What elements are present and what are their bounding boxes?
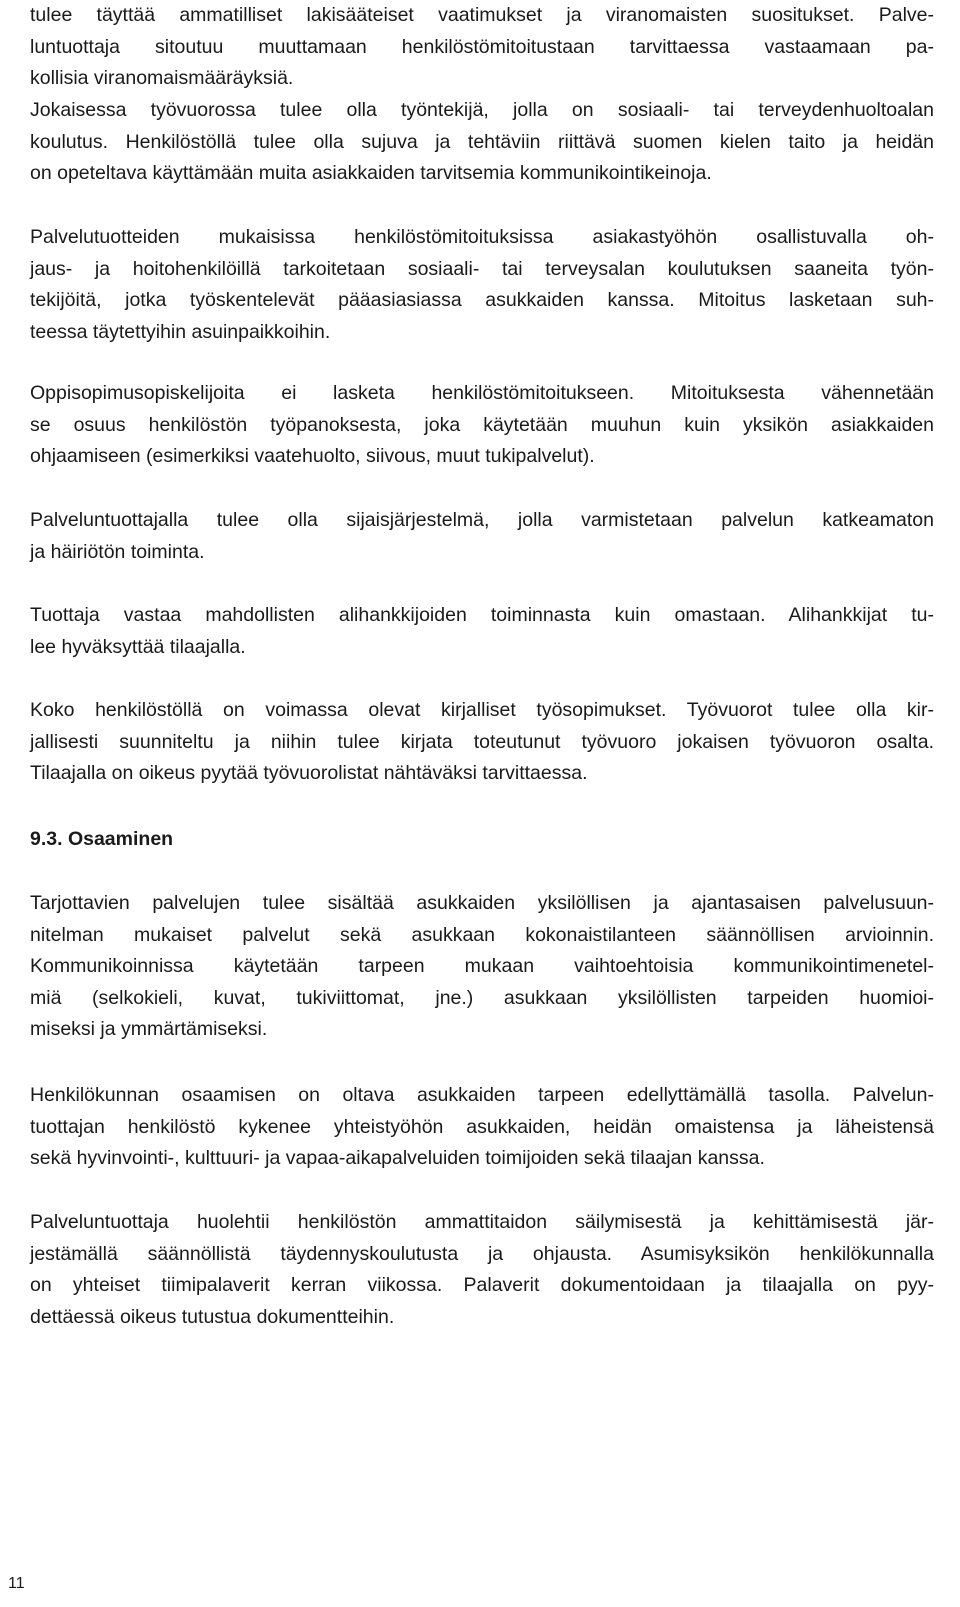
- text-line: jestämällä säännöllistä täydennyskoulutusta ja ohjausta. Asumisyksikön henkilökunnalla: [30, 1242, 934, 1265]
- text-line: miseksi ja ymmärtämiseksi.: [30, 1018, 268, 1040]
- paragraph: [30, 0, 934, 95]
- text-line: Palveluntuottaja huolehtii henkilöstön ammattitaidon säilymisestä ja kehittämisestä jär-: [30, 1211, 934, 1233]
- text-line: kollisia viranomaismääräyksiä.: [30, 67, 294, 89]
- text-line: dettäessä oikeus tutustua dokumentteihin.: [30, 1305, 395, 1328]
- text-line: Palvelutuotteiden mukaisissa henkilöstömitoituksissa asiakastyöhön osallistuvalla oh-: [30, 226, 934, 248]
- paragraph: [30, 95, 934, 190]
- text-line: Koko henkilöstöllä on voimassa olevat kirjalliset työsopimukset. Työvuorot tulee olla kir-: [30, 699, 934, 721]
- text-line: Oppisopimusopiskelijoita ei lasketa henkilöstömitoitukseen. Mitoituksesta vähennetään: [30, 382, 934, 404]
- text-line: tuottajan henkilöstö kykenee yhteistyöhön asukkaiden, heidän omaistensa ja läheistensä: [30, 1115, 934, 1138]
- section-heading: 9.3. Osaaminen: [30, 828, 174, 850]
- text-line: Kommunikoinnissa käytetään tarpeen mukaan vaihtoehtoisia kommunikointimenetel-: [30, 955, 934, 977]
- paragraph: [30, 888, 934, 1046]
- text-line: tulee täyttää ammatilliset lakisääteiset vaatimukset ja viranomaisten suositukset. Palve-: [30, 4, 934, 26]
- paragraph: [30, 600, 934, 663]
- paragraph: [30, 222, 934, 348]
- text-line: Jokaisessa työvuorossa tulee olla työntekijä, jolla on sosiaali- tai terveydenhuoltoalan: [30, 99, 934, 121]
- paragraph: [30, 1080, 934, 1175]
- paragraph: [30, 505, 934, 568]
- page-number: 11: [8, 1575, 25, 1592]
- text-line: tekijöitä, jotka työskentelevät pääasiasiassa asukkaiden kanssa. Mitoitus lasketaan suh-: [30, 289, 934, 311]
- text-line: ohjaamiseen (esimerkiksi vaatehuolto, siivous, muut tukipalvelut).: [30, 445, 595, 467]
- text-line: ja häiriötön toiminta.: [30, 540, 205, 563]
- text-line: sekä hyvinvointi-, kulttuuri- ja vapaa-aikapalveluiden toimijoiden sekä tilaajan kanssa.: [30, 1147, 765, 1169]
- paragraph: [30, 378, 934, 473]
- text-line: Tuottaja vastaa mahdollisten alihankkijoiden toiminnasta kuin omastaan. Alihankkijat tu-: [30, 604, 934, 626]
- text-line: teessa täytettyihin asuinpaikkoihin.: [30, 320, 331, 343]
- text-line: koulutus. Henkilöstöllä tulee olla sujuva ja tehtäviin riittävä suomen kielen taito ja heidän: [30, 130, 934, 153]
- text-line: miä (selkokieli, kuvat, tukiviittomat, jne.) asukkaan yksilöllisten tarpeiden huomioi-: [30, 986, 934, 1009]
- text-line: on yhteiset tiimipalaverit kerran viikossa. Palaverit dokumentoidaan ja tilaajalla on pyy-: [30, 1274, 934, 1296]
- text-line: Palveluntuottajalla tulee olla sijaisjärjestelmä, jolla varmistetaan palvelun katkeamaton: [30, 509, 934, 531]
- text-line: Tilaajalla on oikeus pyytää työvuorolistat nähtäväksi tarvittaessa.: [30, 762, 588, 784]
- text-line: se osuus henkilöstön työpanoksesta, joka käytetään muuhun kuin yksikön asiakkaiden: [30, 413, 934, 436]
- text-line: on opeteltava käyttämään muita asiakkaiden tarvitsemia kommunikointikeinoja.: [30, 162, 712, 184]
- text-line: jallisesti suunniteltu ja niihin tulee kirjata toteutunut työvuoro jokaisen työvuoron osalta.: [30, 730, 934, 753]
- paragraph: [30, 1207, 934, 1333]
- text-line: Tarjottavien palvelujen tulee sisältää asukkaiden yksilöllisen ja ajantasaisen palvelusuun-: [30, 892, 934, 914]
- paragraph: [30, 695, 934, 790]
- text-line: nitelman mukaiset palvelut sekä asukkaan kokonaistilanteen säännöllisen arvioinnin.: [30, 923, 934, 946]
- text-line: Henkilökunnan osaamisen on oltava asukkaiden tarpeen edellyttämällä tasolla. Palvelun-: [30, 1084, 934, 1106]
- text-line: jaus- ja hoitohenkilöillä tarkoitetaan sosiaali- tai terveysalan koulutuksen saaneita työn-: [30, 257, 934, 280]
- text-line: lee hyväksyttää tilaajalla.: [30, 635, 246, 658]
- text-line: luntuottaja sitoutuu muuttamaan henkilöstömitoitustaan tarvittaessa vastaamaan pa-: [30, 35, 934, 58]
